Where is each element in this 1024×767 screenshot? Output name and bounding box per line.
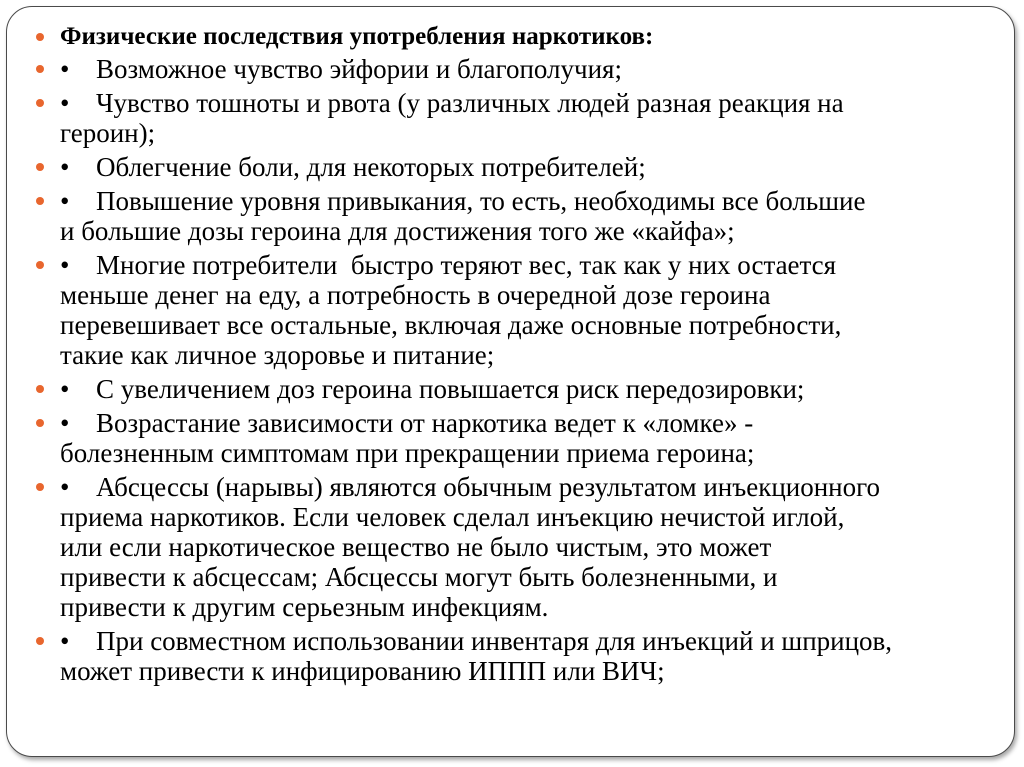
- bullet-glyph: •: [60, 374, 70, 404]
- orange-bullet-icon: [36, 419, 44, 427]
- orange-bullet-icon: [36, 261, 44, 269]
- list-item: [36, 88, 1016, 148]
- orange-bullet-icon: [36, 385, 44, 393]
- list-item: [36, 408, 1016, 468]
- orange-bullet-icon: [36, 637, 44, 645]
- list-item: [36, 186, 1016, 246]
- orange-bullet-icon: [36, 65, 44, 73]
- slide-content: [36, 22, 1016, 690]
- heading-row: [36, 22, 1016, 52]
- orange-bullet-icon: [36, 163, 44, 171]
- list-item: [36, 626, 1016, 686]
- list-item-text: Многие потребители быстро теряют вес, так как у них остается меньше денег на еду, а потребность в очередной дозе героина перевешивает все остальные, включая даже основные потребности, такие как личное здоровье и питание;: [60, 250, 842, 370]
- slide-heading: Физические последствия употребления наркотиков:: [60, 23, 654, 50]
- list-item: [36, 54, 1016, 84]
- bullet-glyph: •: [60, 54, 70, 84]
- orange-bullet-icon: [36, 33, 44, 41]
- list-item: [36, 472, 1016, 622]
- bullet-glyph: •: [60, 250, 70, 280]
- bullet-glyph: •: [60, 408, 70, 438]
- bullet-glyph: •: [60, 152, 70, 182]
- bullet-list: [36, 54, 1016, 686]
- orange-bullet-icon: [36, 99, 44, 107]
- list-item-text: Возможное чувство эйфории и благополучия;: [96, 54, 622, 84]
- list-item-text: С увеличением доз героина повышается риск передозировки;: [96, 374, 805, 404]
- list-item-text: Чувство тошноты и рвота (у различных людей разная реакция на героин);: [60, 88, 844, 148]
- list-item: [36, 374, 1016, 404]
- bullet-glyph: •: [60, 472, 70, 502]
- list-item-text: Абсцессы (нарывы) являются обычным результатом инъекционного приема наркотиков. Если человек сделал инъекцию нечистой иглой, или если наркотическое вещество не было чистым, это может привести к абсцессам; Абсцессы могут быть болезненными, и привести к другим серьезным инфекциям.: [60, 472, 881, 622]
- list-item-text: Возрастание зависимости от наркотика ведет к «ломке» - болезненным симптомам при прекращении приема героина;: [60, 408, 755, 468]
- list-item: [36, 152, 1016, 182]
- list-item-text: Облегчение боли, для некоторых потребителей;: [96, 152, 646, 182]
- bullet-glyph: •: [60, 626, 70, 656]
- bullet-glyph: •: [60, 88, 70, 118]
- bullet-glyph: •: [60, 186, 70, 216]
- orange-bullet-icon: [36, 197, 44, 205]
- orange-bullet-icon: [36, 483, 44, 491]
- list-item-text: Повышение уровня привыкания, то есть, необходимы все большие и большие дозы героина для достижения того же «кайфа»;: [60, 186, 866, 246]
- list-item-text: При совместном использовании инвентаря для инъекций и шприцов, может привести к инфицированию ИППП или ВИЧ;: [60, 626, 893, 686]
- list-item: [36, 250, 1016, 370]
